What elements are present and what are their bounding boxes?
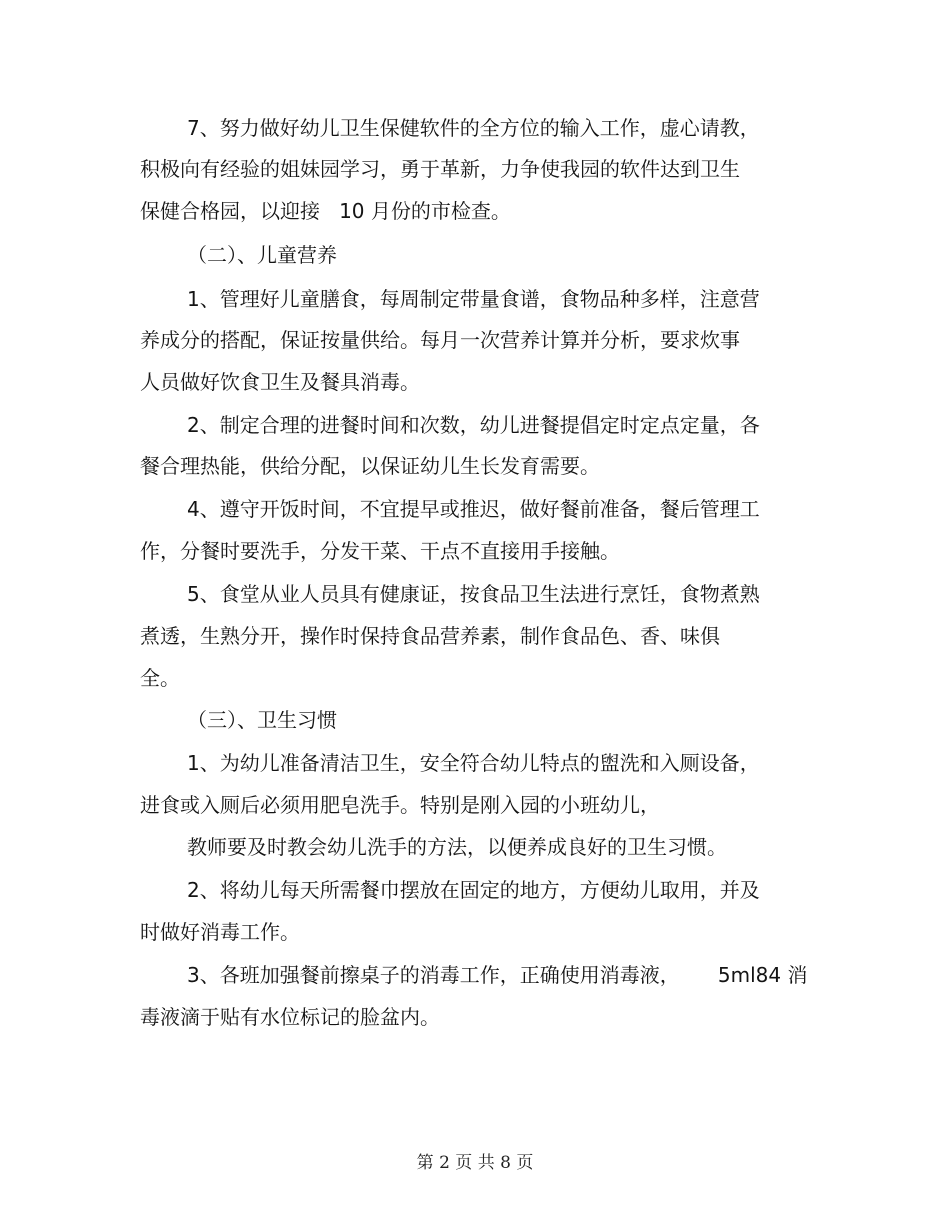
page-number-footer: 第 2 页 共 8 页	[416, 1153, 534, 1173]
text-line: 养成分的搭配，保证按量供给。每月一次营养计算并分析，要求炊事	[140, 328, 740, 352]
text-line: 时做好消毒工作。	[140, 920, 300, 944]
text-line: 1、管理好儿童膳食，每周制定带量食谱，食物品种多样，注意营	[187, 287, 760, 311]
text-line: 2、制定合理的进餐时间和次数，幼儿进餐提倡定时定点定量，各	[187, 413, 760, 437]
text-line: 4、遵守开饭时间，不宜提早或推迟，做好餐前准备，餐后管理工	[187, 497, 760, 521]
text-line: 3、各班加强餐前擦桌子的消毒工作，正确使用消毒液， 5ml84 消	[187, 963, 808, 987]
text-line: 保健合格园，以迎接 10 月份的市检查。	[140, 199, 511, 223]
section-heading: （三）、卫生习惯	[187, 708, 337, 732]
text-line: 煮透，生熟分开，操作时保持食品营养素，制作食品色、香、味俱	[140, 624, 720, 648]
text-line: 全。	[140, 666, 180, 690]
section-heading: （二）、儿童营养	[187, 243, 337, 267]
text-line: 教师要及时教会幼儿洗手的方法，以便养成良好的卫生习惯。	[187, 835, 727, 859]
text-line: 积极向有经验的姐妹园学习，勇于革新，力争使我园的软件达到卫生	[140, 157, 740, 181]
text-line: 1、为幼儿准备清洁卫生，安全符合幼儿特点的盥洗和入厕设备，	[187, 751, 760, 775]
text-line: 作，分餐时要洗手，分发干菜、干点不直接用手接触。	[140, 539, 620, 563]
text-line: 7、努力做好幼儿卫生保健软件的全方位的输入工作，虚心请教，	[187, 116, 760, 140]
text-line: 毒液滴于贴有水位标记的脸盆内。	[140, 1005, 440, 1029]
text-line: 2、将幼儿每天所需餐巾摆放在固定的地方，方便幼儿取用，并及	[187, 878, 760, 902]
text-line: 进食或入厕后必须用肥皂洗手。特别是刚入园的小班幼儿，	[140, 793, 660, 817]
text-line: 人员做好饮食卫生及餐具消毒。	[140, 370, 420, 394]
text-line: 餐合理热能，供给分配，以保证幼儿生长发育需要。	[140, 454, 600, 478]
text-line: 5、食堂从业人员具有健康证，按食品卫生法进行烹饪，食物煮熟	[187, 582, 760, 606]
